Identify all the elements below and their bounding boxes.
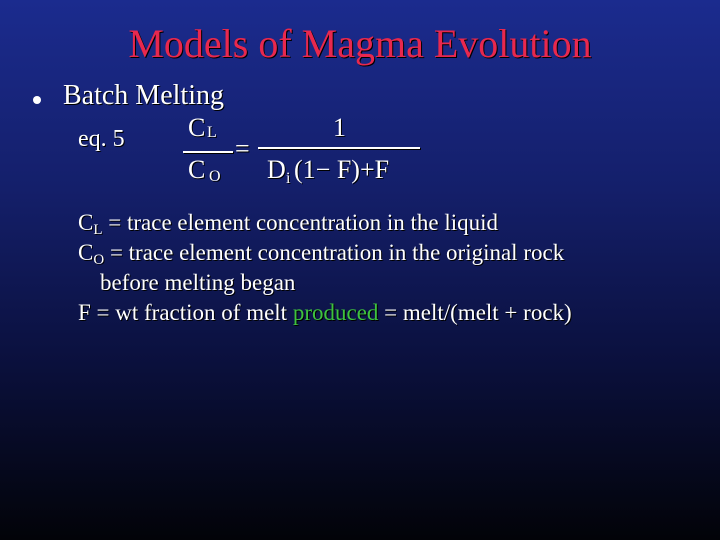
eq-rhs-numerator: 1 <box>333 113 346 142</box>
batch-melting-equation <box>0 0 720 200</box>
eq-cl-main: C <box>188 113 206 142</box>
equation-label: eq. 5 <box>78 126 125 152</box>
eq-left-fraction-bar <box>183 151 233 153</box>
eq-co-main: C <box>188 155 206 184</box>
eq-rhs-d: D <box>267 155 286 184</box>
eq-co-sub: O <box>209 168 221 185</box>
definition-f: F = wt fraction of melt produced = melt/(melt + rock) <box>78 300 572 325</box>
highlight-produced: produced <box>292 300 379 325</box>
eq-rhs-i: i <box>286 170 291 187</box>
bullet-batch-melting: Batch Melting <box>63 80 224 111</box>
definition-co: $C_O$ = trace element concentration in the original rock <box>78 240 565 268</box>
eq-cl-sub: L <box>207 124 217 141</box>
definition-co-continued: before melting began <box>100 270 296 295</box>
definition-cl: $C_L$ = trace element concentration in the liquid <box>78 210 499 238</box>
eq-rhs-rest: (1− F)+F <box>294 155 390 184</box>
eq-equals: = <box>235 134 250 163</box>
definitions <box>78 208 572 328</box>
slide-title: Models of Magma Evolution <box>128 21 592 66</box>
eq-right-fraction-bar <box>258 147 420 149</box>
